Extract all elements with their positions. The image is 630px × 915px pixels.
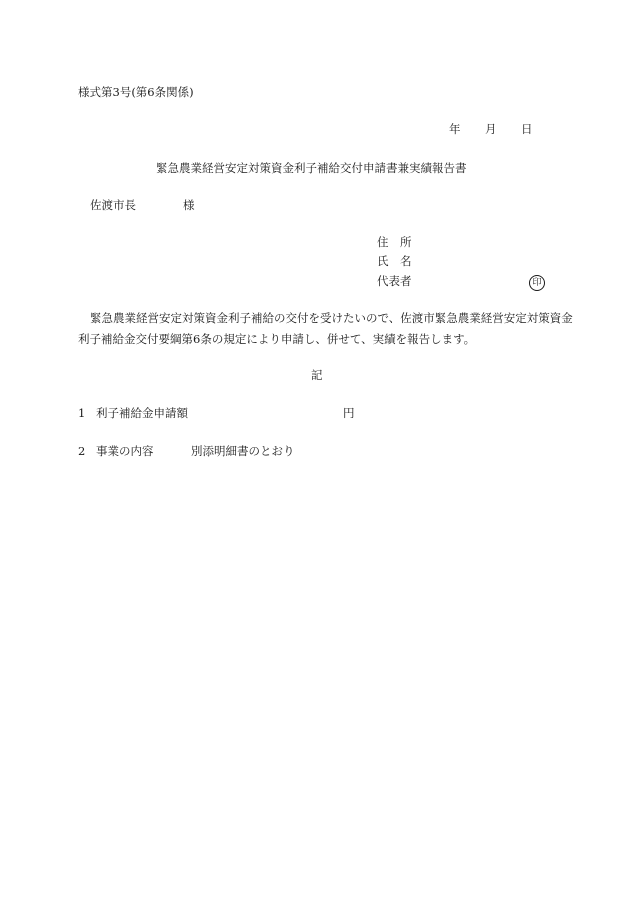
seal-icon: 印 <box>529 275 545 291</box>
ki-heading: 記 <box>311 368 323 382</box>
item-2-label: 事業の内容 <box>96 444 154 458</box>
date-day: 日 <box>521 122 533 136</box>
document-title: 緊急農業経営安定対策資金利子補給交付申請書兼実績報告書 <box>156 161 467 175</box>
address-label: 住 所 <box>377 235 412 249</box>
date-month: 月 <box>485 122 497 136</box>
item-2-number: 2 <box>78 444 86 458</box>
addressee-honorific: 様 <box>183 198 195 212</box>
date-year: 年 <box>449 122 461 136</box>
item-1-value: 円 <box>343 406 355 420</box>
form-number: 様式第3号(第6条関係) <box>78 85 194 99</box>
item-1-label: 利子補給金申請額 <box>96 406 188 420</box>
representative-label: 代表者 <box>377 274 412 288</box>
item-1-number: 1 <box>78 406 86 420</box>
body-paragraph: 緊急農業経営安定対策資金利子補給の交付を受けたいので、佐渡市緊急農業経営安定対策資金利子補給金交付要綱第6条の規定により申請し、併せて、実績を報告します。 <box>78 311 573 346</box>
addressee-name: 佐渡市長 <box>90 198 136 212</box>
item-2-value: 別添明細書のとおり <box>191 444 295 458</box>
name-label: 氏 名 <box>377 254 412 268</box>
